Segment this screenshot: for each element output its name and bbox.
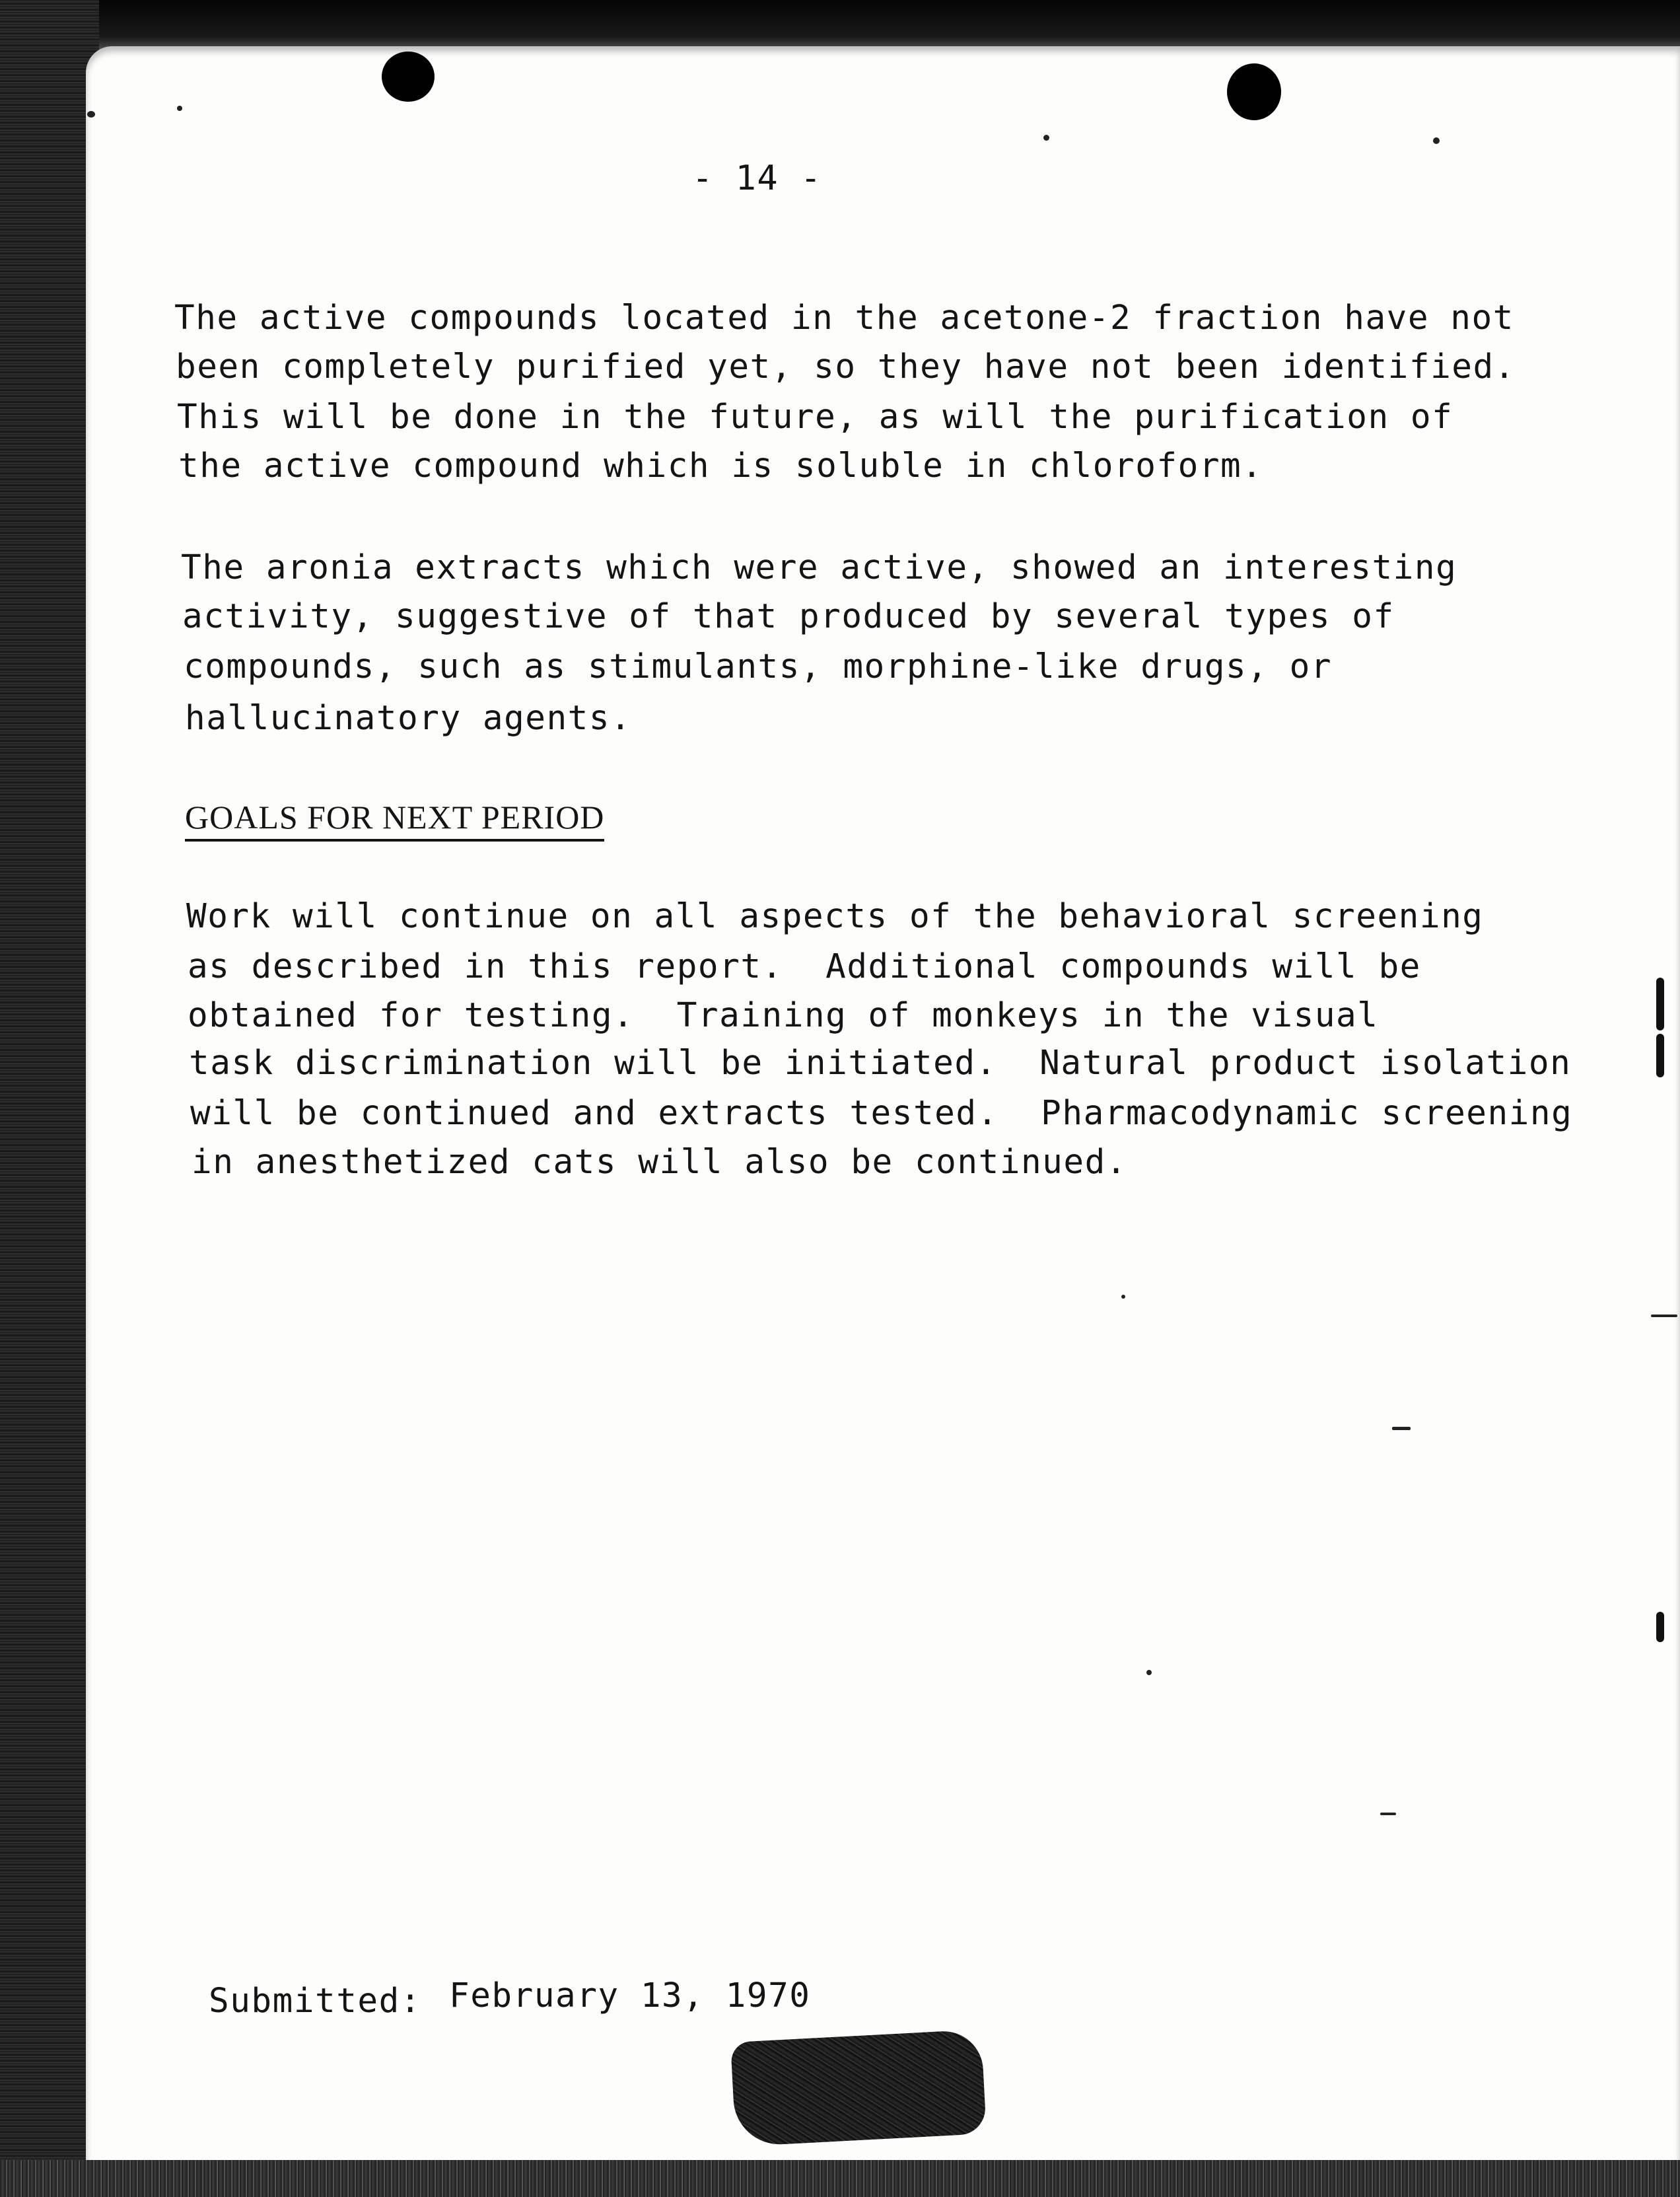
punch-hole-right bbox=[1227, 63, 1281, 120]
submitted-date: February 13, 1970 bbox=[449, 1976, 811, 2015]
paragraph-2-line: activity, suggestive of that produced by several types of bbox=[182, 597, 1395, 636]
scan-border-bottom bbox=[0, 2160, 1680, 2197]
paragraph-3-line: will be continued and extracts tested. Pharmacodynamic screening bbox=[190, 1094, 1573, 1133]
scan-speck bbox=[1433, 137, 1440, 144]
paragraph-2-line: The aronia extracts which were active, showed an interesting bbox=[181, 548, 1457, 587]
scan-speck bbox=[1380, 1813, 1396, 1815]
paragraph-3-line: in anesthetized cats will also be continued. bbox=[192, 1143, 1128, 1182]
paragraph-1-line: This will be done in the future, as will the purification of bbox=[177, 398, 1453, 437]
scan-border-left bbox=[0, 0, 99, 2197]
paragraph-2-line: compounds, such as stimulants, morphine-like drugs, or bbox=[184, 647, 1333, 686]
page-number: - 14 - bbox=[692, 159, 822, 198]
scan-speck bbox=[1392, 1427, 1411, 1430]
paragraph-1-line: been completely purified yet, so they have not been identified. bbox=[176, 347, 1516, 386]
scan-speck bbox=[177, 106, 182, 111]
scan-speck bbox=[1651, 1315, 1677, 1317]
scan-speck bbox=[87, 111, 95, 118]
scan-speck bbox=[1121, 1295, 1125, 1299]
scan-speck bbox=[1146, 1670, 1152, 1675]
paragraph-3-line: obtained for testing. Training of monkeys in the visual bbox=[188, 996, 1379, 1035]
submitted-label: Submitted: bbox=[209, 1982, 422, 2021]
paragraph-3-line: task discrimination will be initiated. Natural product isolation bbox=[189, 1044, 1572, 1083]
punch-hole-left bbox=[382, 52, 435, 102]
scan-speck bbox=[1043, 135, 1049, 141]
paragraph-1-line: The active compounds located in the acetone-2 fraction have not bbox=[174, 299, 1514, 338]
paragraph-1-line: the active compound which is soluble in chloroform. bbox=[178, 447, 1263, 486]
redacted-signature bbox=[730, 2029, 987, 2147]
paragraph-3-line: as described in this report. Additional compounds will be bbox=[188, 947, 1421, 986]
scan-border-top bbox=[0, 0, 1680, 53]
section-heading: GOALS FOR NEXT PERIOD bbox=[185, 801, 604, 842]
scan-edge-mark bbox=[1656, 978, 1664, 1030]
scan-edge-mark bbox=[1656, 1612, 1664, 1642]
paragraph-2-line: hallucinatory agents. bbox=[185, 699, 632, 738]
scan-edge-mark bbox=[1656, 1034, 1664, 1077]
paragraph-3-line: Work will continue on all aspects of the behavioral screening bbox=[186, 897, 1484, 936]
